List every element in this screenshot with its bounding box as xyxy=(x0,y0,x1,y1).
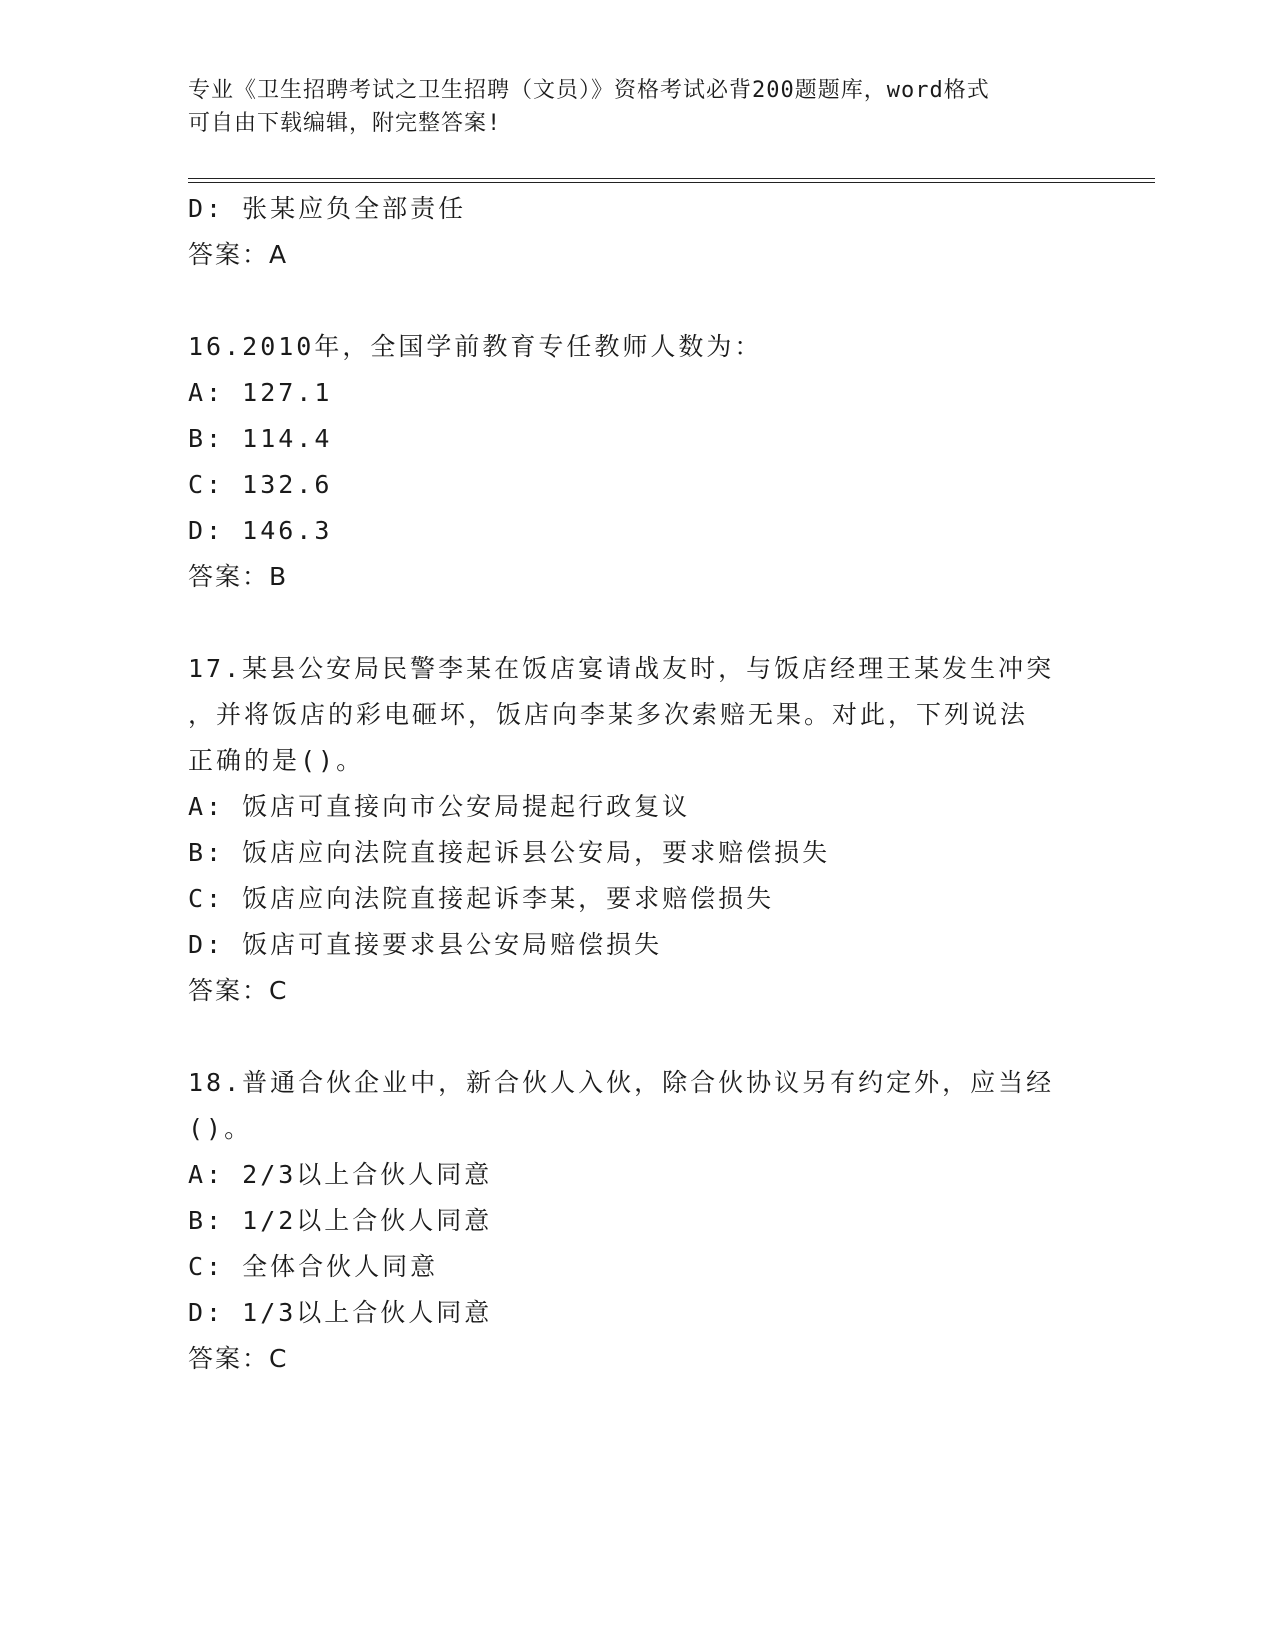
option-d: D: 146.3 xyxy=(188,516,333,545)
option-c: C: 132.6 xyxy=(188,470,333,499)
question-text: ，并将饭店的彩电砸坏，饭店向李某多次索赔无果。对此，下列说法 xyxy=(188,700,1029,729)
answer-line: 答案：C xyxy=(188,1344,289,1373)
question-text: ()。 xyxy=(188,1114,253,1143)
header-line-2: 可自由下载编辑，附完整答案! xyxy=(188,111,502,136)
question-18 xyxy=(188,1060,1088,1382)
question-text: 正确的是()。 xyxy=(188,746,365,775)
option-a: A: 饭店可直接向市公安局提起行政复议 xyxy=(188,792,691,821)
question-list xyxy=(188,186,1088,1382)
answer-line: 答案：A xyxy=(188,240,289,269)
option-d: D: 饭店可直接要求县公安局赔偿损失 xyxy=(188,930,663,959)
option-a: A: 2/3以上合伙人同意 xyxy=(188,1160,493,1189)
option-d: D: 1/3以上合伙人同意 xyxy=(188,1298,493,1327)
answer-line: 答案：C xyxy=(188,976,289,1005)
header-line-1: 专业《卫生招聘考试之卫生招聘（文员）》资格考试必背200题题库，word格式 xyxy=(188,78,990,103)
option-b: B: 1/2以上合伙人同意 xyxy=(188,1206,493,1235)
answer-line: 答案：B xyxy=(188,562,289,591)
question-17 xyxy=(188,646,1088,1014)
question-15-tail xyxy=(188,186,1088,278)
option-b: B: 114.4 xyxy=(188,424,333,453)
question-text: 16.2010年，全国学前教育专任教师人数为： xyxy=(188,332,763,361)
option-c: C: 饭店应向法院直接起诉李某，要求赔偿损失 xyxy=(188,884,775,913)
option-a: A: 127.1 xyxy=(188,378,333,407)
question-text: 18.普通合伙企业中，新合伙人入伙，除合伙协议另有约定外，应当经 xyxy=(188,1068,1055,1097)
header-double-rule xyxy=(188,178,1155,184)
option-b: B: 饭店应向法院直接起诉县公安局，要求赔偿损失 xyxy=(188,838,831,867)
question-16 xyxy=(188,324,1088,600)
page-header xyxy=(188,74,1068,140)
option-d: D: 张某应负全部责任 xyxy=(188,194,467,223)
option-c: C: 全体合伙人同意 xyxy=(188,1252,439,1281)
question-text: 17.某县公安局民警李某在饭店宴请战友时，与饭店经理王某发生冲突 xyxy=(188,654,1055,683)
